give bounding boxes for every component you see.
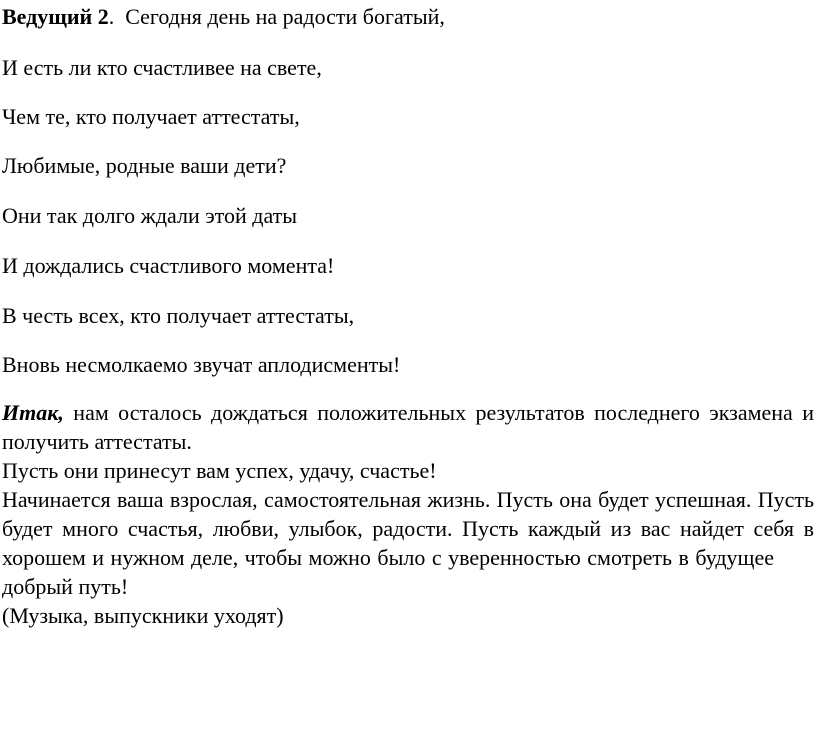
- speaker-label: Ведущий 2: [2, 4, 109, 29]
- prose-block: [2, 398, 814, 630]
- verse-line-8: Вновь несмолкаемо звучат аплодисменты!: [2, 352, 401, 377]
- verse-line-6: И дождались счастливого момента!: [2, 253, 335, 278]
- prose-text-1: нам осталось дождаться положительных результатов последнего экзамена и получить аттестаты.: [2, 400, 815, 454]
- prose-paragraph-1: [2, 398, 814, 456]
- prose-paragraph-4: (Музыка, выпускники уходят): [2, 603, 284, 628]
- verse-line-5: Они так долго ждали этой даты: [2, 203, 298, 228]
- prose-text-3-tail: добрый путь!: [2, 574, 129, 599]
- verse-line-7: В честь всех, кто получает аттестаты,: [2, 303, 355, 328]
- prose-paragraph-2: Пусть они принесут вам успех, удачу, счастье!: [2, 458, 437, 483]
- verse-line-3: Чем те, кто получает аттестаты,: [2, 104, 300, 129]
- verse-line-1: [2, 4, 445, 30]
- prose-text-3: Начинается ваша взрослая, самостоятельная жизнь. Пусть она будет успешная. Пусть будет много счастья, любви, улыбок, радости. Пусть каждый из вас найдет себя в хорошем и нужном деле, чтобы можно было с уверенностью смотреть в будущее: [2, 487, 814, 570]
- prose-paragraph-3: [2, 485, 814, 601]
- verse-line-4: Любимые, родные ваши дети?: [2, 153, 287, 178]
- verse-line-2: И есть ли кто счастливее на свете,: [2, 55, 322, 80]
- lead-word: Итак,: [2, 400, 64, 425]
- verse-text-1: Сегодня день на радости богатый,: [125, 4, 445, 29]
- speaker-punctuation: .: [108, 4, 115, 29]
